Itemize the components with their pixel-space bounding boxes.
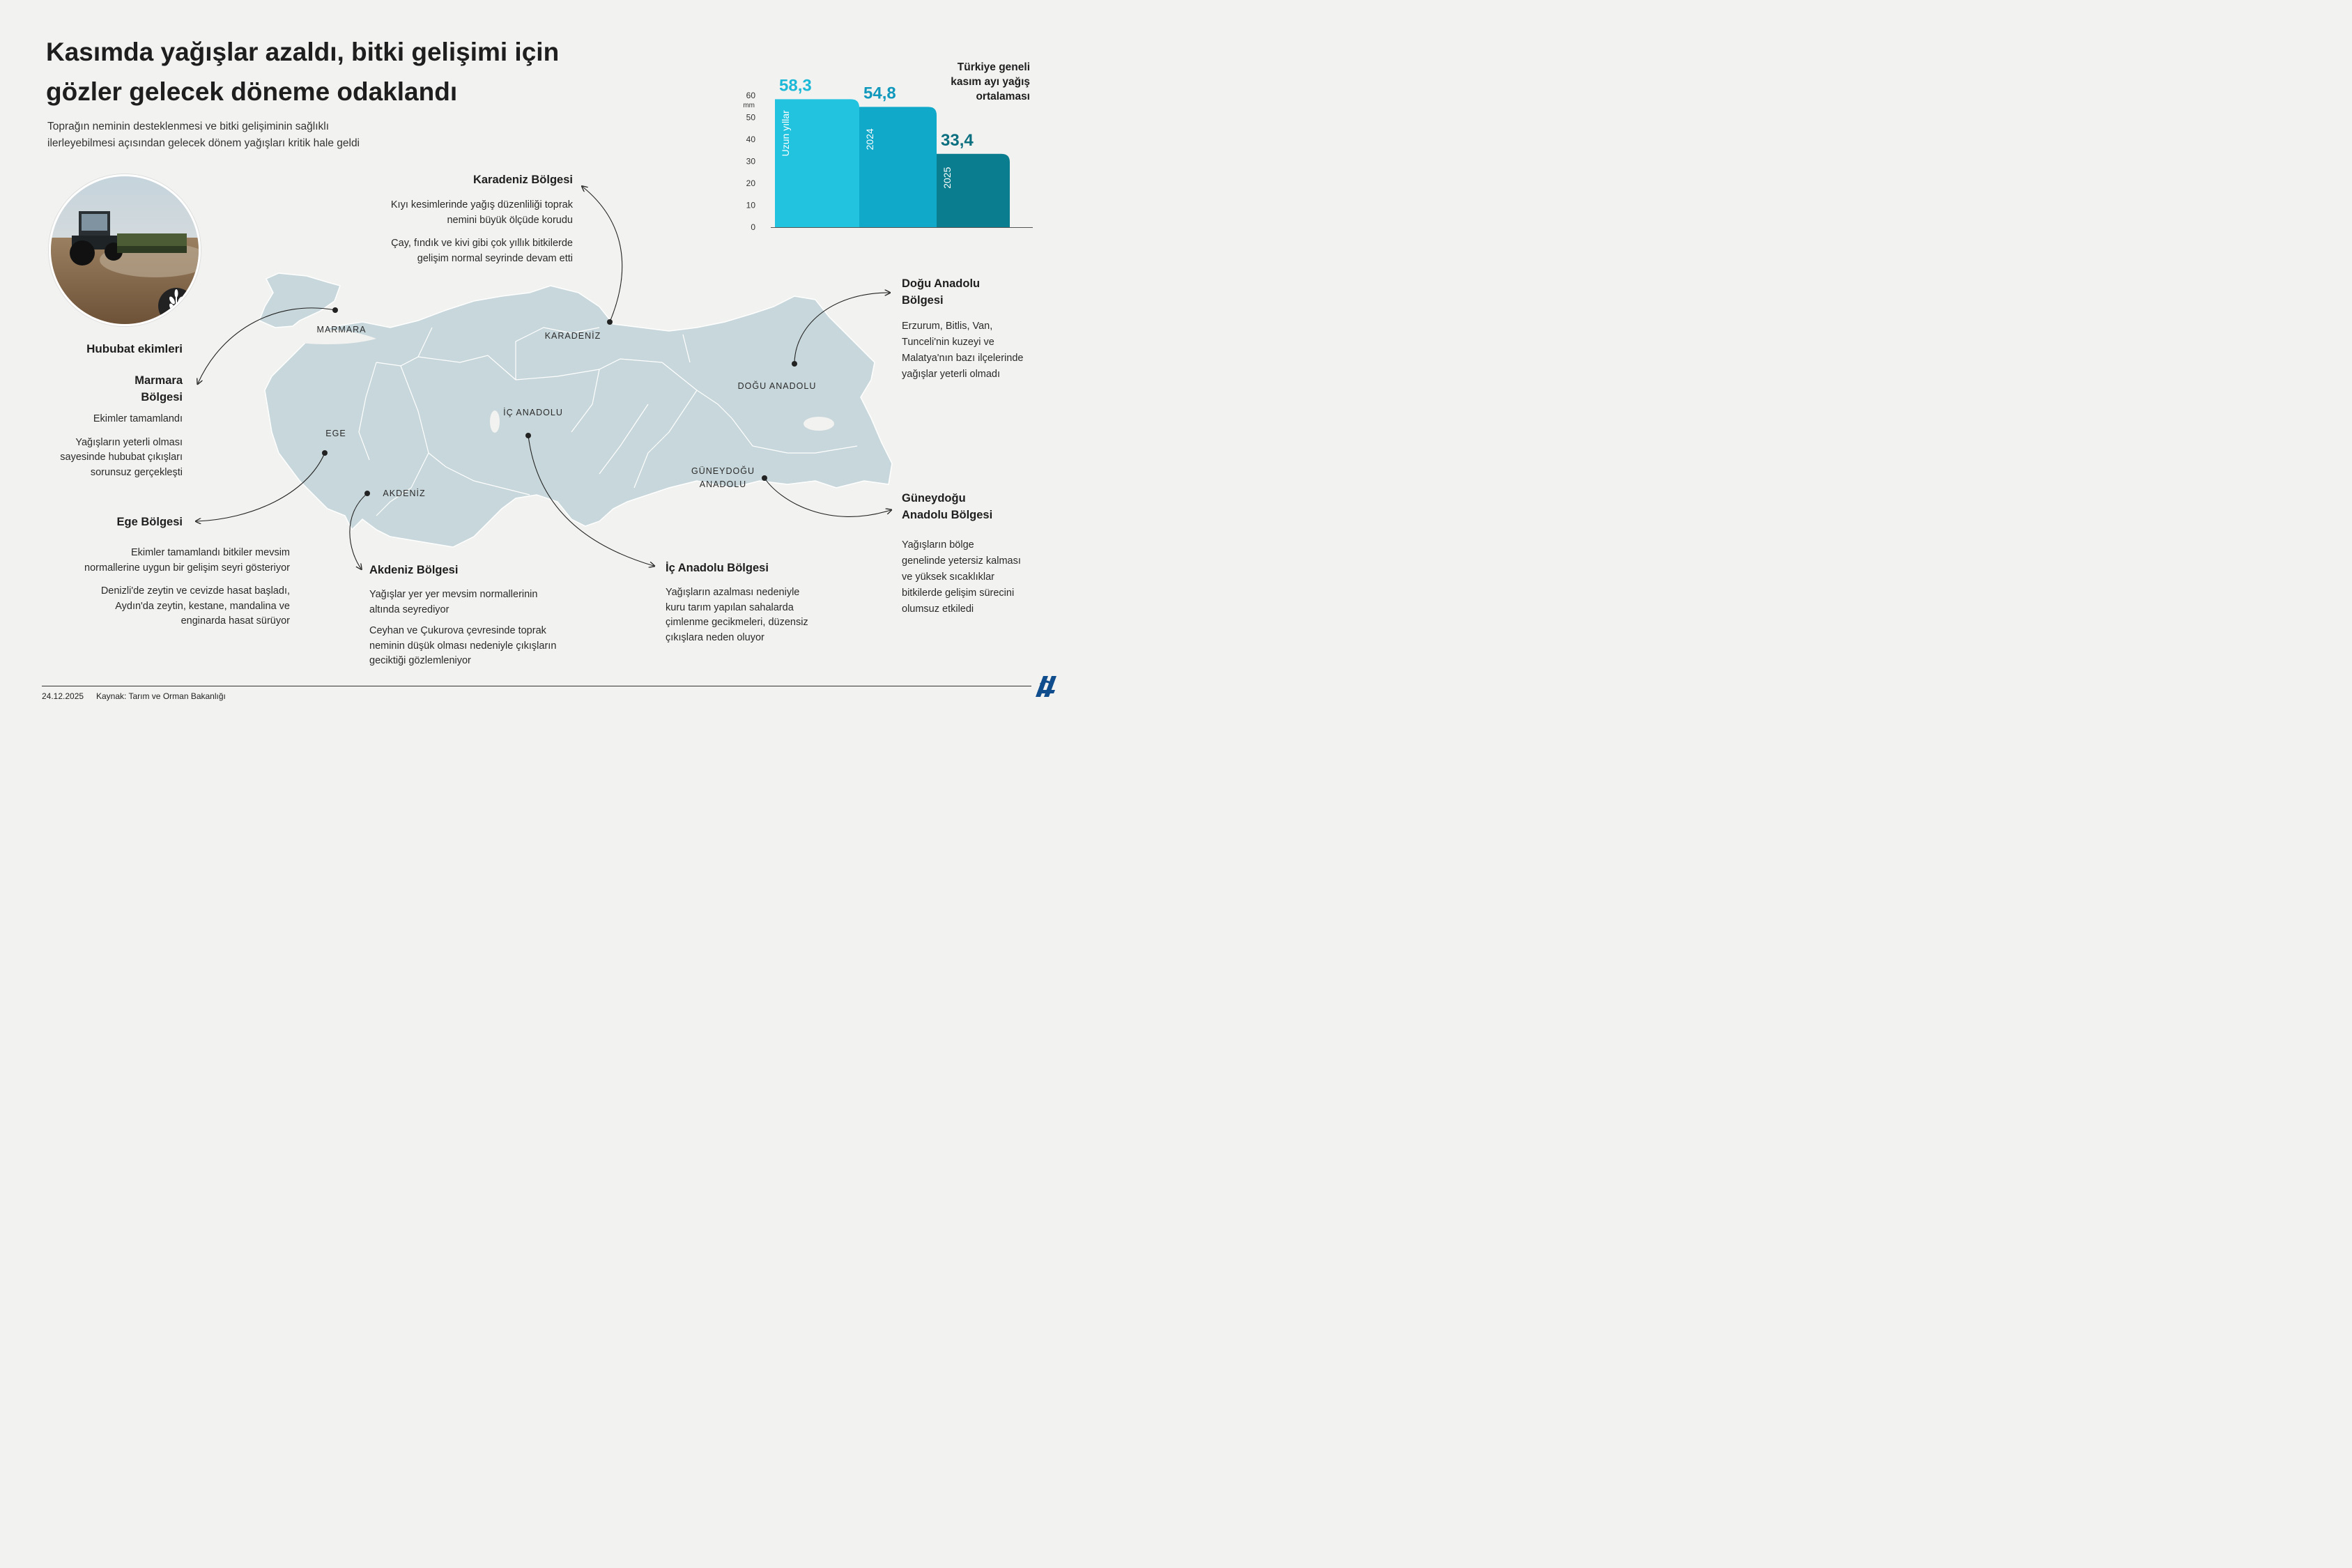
region-marmara-name-2: Bölgesi — [141, 391, 183, 403]
bar-2 — [937, 154, 1010, 227]
dot-ic-anadolu — [525, 433, 531, 438]
map-label-akdeniz: AKDENİZ — [383, 489, 426, 498]
infographic — [0, 0, 1092, 728]
region-akdeniz-p1-l2: altında seyrediyor — [369, 604, 449, 615]
y-tick-label: 0 — [751, 222, 755, 232]
region-akdeniz-p1-l1: Yağışlar yer yer mevsim normallerinin — [369, 589, 538, 600]
region-marmara-name-1: Marmara — [134, 374, 183, 387]
bar-chart — [732, 70, 1038, 237]
region-marmara-p2-l3: sorunsuz gerçekleşti — [90, 466, 183, 478]
region-ic-anadolu-name: İç Anadolu Bölgesi — [666, 562, 769, 574]
title-line-1: Kasımda yağışlar azaldı, bitki gelişimi için — [46, 38, 560, 66]
region-ege-p1-l1: Ekimler tamamlandı bitkiler mevsim — [130, 547, 290, 558]
bar-category-label: 2024 — [864, 128, 875, 151]
region-dogu-p1-l2: Tunceli'nin kuzeyi ve — [902, 337, 994, 348]
region-dogu-name-2: Bölgesi — [902, 294, 944, 307]
region-guneydogu-p1-l5: olumsuz etkiledi — [902, 604, 974, 615]
region-ege-p1-l2: normallerine uygun bir gelişim seyri gösteriyor — [84, 562, 290, 574]
region-akdeniz-p2-l3: geciktiği gözlemleniyor — [369, 655, 471, 666]
chart-title-line-3: ortalaması — [976, 91, 1030, 102]
region-ege-p2-l2: Aydın'da zeytin, kestane, mandalina ve — [115, 600, 290, 612]
region-guneydogu — [902, 490, 1069, 617]
map-label-guneydogu-line-1: GÜNEYDOĞU — [691, 466, 755, 476]
region-dogu-p1-l1: Erzurum, Bitlis, Van, — [902, 321, 993, 332]
y-tick-label: 10 — [746, 200, 755, 210]
y-unit-label: mm — [743, 102, 755, 109]
region-karadeniz-p2-l2: gelişim normal seyrinde devam etti — [417, 252, 573, 264]
region-ege-p2-l3: enginarda hasat sürüyor — [180, 615, 290, 627]
bar-value-label: 54,8 — [863, 84, 896, 103]
y-tick-label: 30 — [746, 156, 755, 167]
region-marmara-p2-l1: Yağışların yeterli olması — [75, 436, 183, 448]
dot-marmara — [332, 307, 338, 313]
region-ege — [28, 514, 290, 629]
y-tick-label: 50 — [746, 112, 755, 123]
region-marmara-p2-l2: sayesinde hububat çıkışları — [60, 452, 183, 463]
arrow-guneydogu — [764, 478, 891, 516]
arrow-marmara — [198, 308, 335, 383]
arrow-ic-anadolu — [528, 436, 654, 566]
arrow-akdeniz — [350, 493, 367, 569]
map-label-guneydogu-line-2: ANADOLU — [699, 479, 747, 489]
region-dogu-p1-l4: yağışlar yeterli olmadı — [902, 369, 1001, 380]
bar-category-label: 2025 — [941, 167, 953, 189]
bar-1 — [859, 107, 937, 227]
subtitle-line-1: Toprağın neminin desteklenmesi ve bitki gelişiminin sağlıklı — [47, 121, 330, 132]
dot-dogu — [792, 361, 797, 367]
region-karadeniz-p1-l2: nemini büyük ölçüde korudu — [447, 214, 573, 226]
region-dogu-p1-l3: Malatya'nın bazı ilçelerinde — [902, 353, 1024, 364]
map-label-marmara: MARMARA — [316, 325, 367, 335]
bar-value-label: 33,4 — [941, 130, 974, 150]
dot-guneydogu — [762, 475, 767, 481]
subtitle-line-2: ilerleyebilmesi açısından gelecek dönem yağışları kritik hale geldi — [47, 137, 360, 149]
chart-title-line-2: kasım ayı yağış — [951, 76, 1030, 88]
region-ic-anadolu-p1-l2: kuru tarım yapılan sahalarda — [666, 601, 794, 613]
map-label-ege: EGE — [325, 429, 346, 438]
dot-ege — [322, 450, 328, 456]
region-guneydogu-p1-l3: ve yüksek sıcaklıklar — [902, 571, 994, 583]
region-akdeniz — [369, 562, 592, 669]
map-label-dogu-anadolu: DOĞU ANADOLU — [737, 381, 817, 391]
y-tick-label: 20 — [746, 178, 755, 188]
region-karadeniz-p2-l1: Çay, fındık ve kivi gibi çok yıllık bitkilerde — [391, 238, 573, 249]
footer-source: Kaynak: Tarım ve Orman Bakanlığı — [96, 691, 226, 701]
bar-value-label: 58,3 — [779, 76, 812, 95]
region-dogu — [902, 275, 1069, 383]
region-ic-anadolu-p1-l1: Yağışların azalması nedeniyle — [666, 587, 800, 598]
title-line-2: gözler gelecek döneme odaklandı — [46, 77, 458, 106]
dot-karadeniz — [607, 319, 613, 325]
arrow-dogu — [794, 293, 889, 364]
section-title: Hububat ekimleri — [86, 342, 183, 355]
bar-category-label: Uzun yıllar — [780, 110, 791, 157]
region-guneydogu-name-2: Anadolu Bölgesi — [902, 509, 993, 521]
dot-akdeniz — [364, 491, 370, 496]
region-marmara-p1: Ekimler tamamlandı — [93, 413, 183, 424]
region-guneydogu-p1-l2: genelinde yetersiz kalması — [902, 555, 1021, 567]
region-akdeniz-p2-l1: Ceyhan ve Çukurova çevresinde toprak — [369, 625, 546, 636]
region-karadeniz-name: Karadeniz Bölgesi — [472, 174, 573, 186]
region-akdeniz-p2-l2: neminin düşük olması nedeniyle çıkışların — [369, 640, 557, 652]
y-tick-label: 40 — [746, 134, 755, 144]
aa-logo-icon — [1033, 672, 1059, 698]
chart-title-line-1: Türkiye geneli — [957, 61, 1030, 73]
footer-date: 24.12.2025 — [42, 691, 84, 701]
region-karadeniz — [335, 171, 573, 266]
region-akdeniz-name: Akdeniz Bölgesi — [369, 564, 459, 576]
region-marmara — [28, 372, 183, 480]
region-karadeniz-p1-l1: Kıyı kesimlerinde yağış düzenliliği toprak — [390, 199, 573, 210]
region-ic-anadolu — [666, 560, 847, 645]
region-guneydogu-name-1: Güneydoğu — [902, 492, 966, 505]
map-label-ic-anadolu: İÇ ANADOLU — [503, 408, 563, 417]
region-guneydogu-p1-l4: bitkilerde gelişim sürecini — [902, 587, 1015, 599]
region-ic-anadolu-p1-l3: çimlenme gecikmeleri, düzensiz — [666, 617, 808, 628]
y-tick-label: 60 — [746, 91, 755, 100]
arrow-karadeniz — [583, 187, 622, 322]
region-ic-anadolu-p1-l4: çıkışlara neden oluyor — [666, 631, 764, 643]
region-guneydogu-p1-l1: Yağışların bölge — [902, 539, 974, 551]
region-dogu-name-1: Doğu Anadolu — [902, 277, 981, 290]
region-ege-p2-l1: Denizli'de zeytin ve cevizde hasat başladı, — [100, 585, 290, 597]
map-label-karadeniz: KARADENİZ — [544, 331, 601, 341]
arrow-ege — [197, 453, 325, 521]
region-ege-name: Ege Bölgesi — [116, 516, 183, 528]
